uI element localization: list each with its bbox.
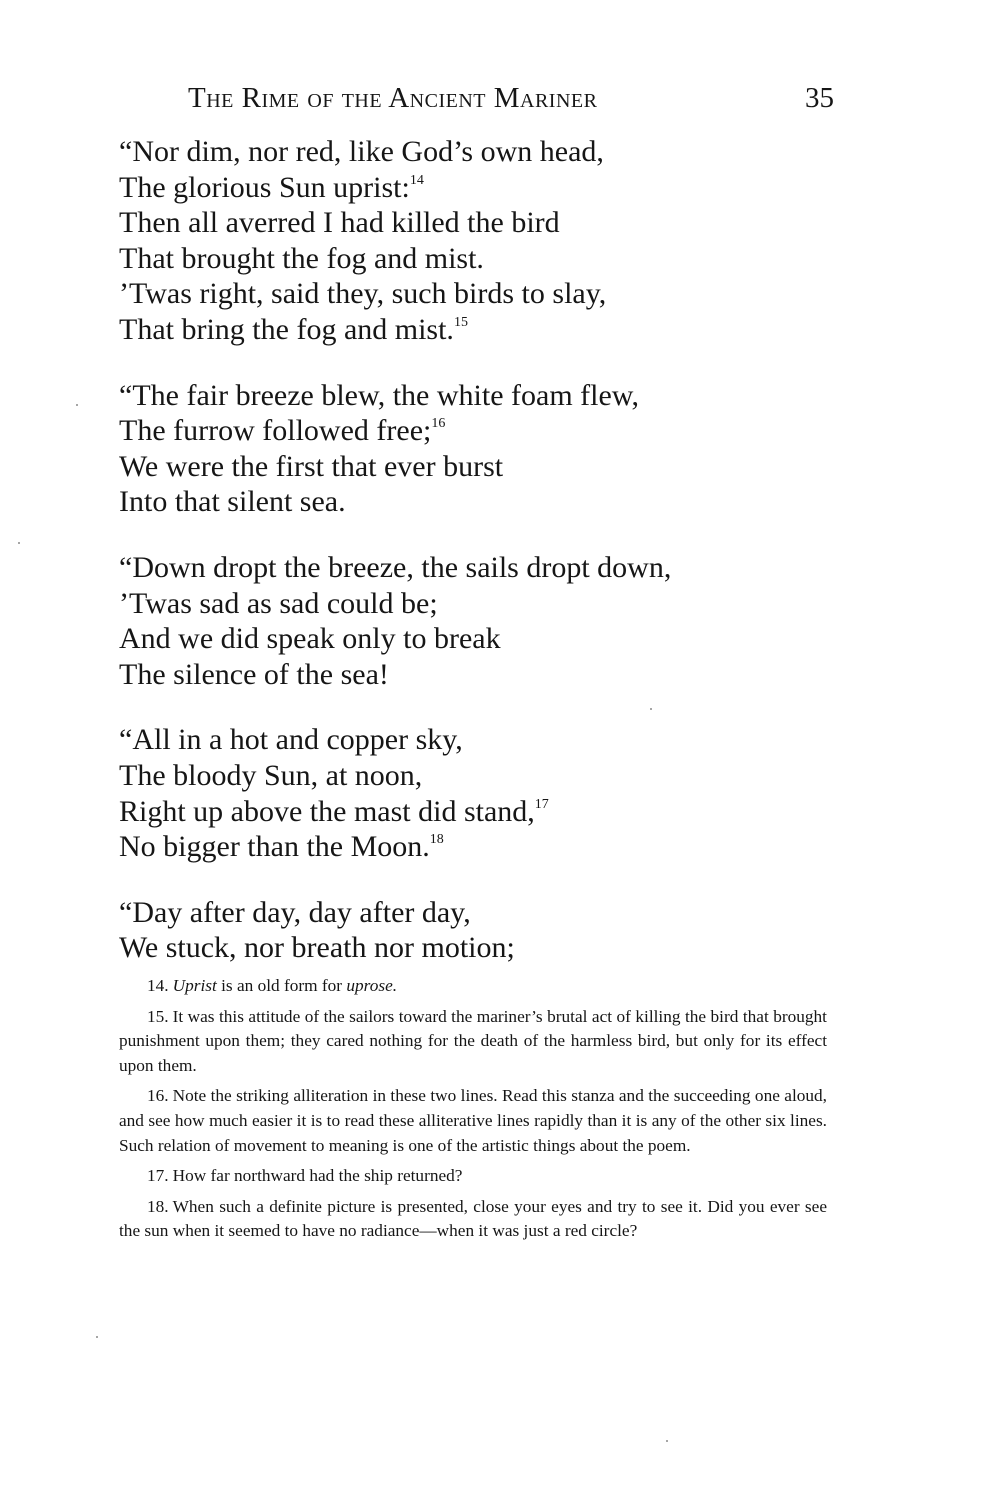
- verse-line: ’Twas right, said they, such birds to slay,: [119, 277, 607, 311]
- verse-line: That brought the fog and mist.: [119, 241, 484, 275]
- footnote-ref: 17: [534, 796, 549, 812]
- verse-line: The bloody Sun, at noon,: [119, 758, 423, 792]
- verse-line: Right up above the mast did stand,$^{17}$: [119, 794, 549, 828]
- verse-line: “Down dropt the breeze, the sails dropt down,: [119, 550, 672, 584]
- footnote-17: 17. How far northward had the ship returned?: [147, 1166, 463, 1186]
- verse-line: “Nor dim, nor red, like God’s own head,: [119, 135, 604, 168]
- footnotes: [119, 974, 827, 1250]
- running-head: [188, 82, 834, 122]
- stanza: [119, 895, 879, 966]
- stanza: [119, 722, 879, 864]
- footnote-ref: 14: [409, 172, 424, 188]
- scan-speck: [76, 404, 78, 406]
- verse-line: We were the first that ever burst: [119, 449, 504, 483]
- footnote-ref: 18: [429, 832, 444, 848]
- verse-line: Into that silent sea.: [119, 485, 346, 519]
- verse-line: We stuck, nor breath nor motion;: [119, 931, 515, 965]
- verse-line: No bigger than the Moon.$^{18}$: [119, 830, 444, 864]
- scan-speck: [96, 1336, 98, 1338]
- stanza: [119, 134, 879, 348]
- footnote-ref: 15: [453, 314, 468, 330]
- footnote-14: 14. Uprist is an old form for uprose.: [147, 976, 398, 995]
- verse-line: ’Twas sad as sad could be;: [119, 586, 438, 620]
- page-number: 35: [805, 82, 834, 114]
- footnote-16: 16. Note the striking alliteration in these two lines. Read this stanza and the succeeding one aloud, and see how much easier it is to read these alliterative lines rapidly than it is any of the other six lines. Such relation of movement to meaning is one of the artistic things about the poem.: [119, 1086, 827, 1155]
- verse-line: “All in a hot and copper sky,: [119, 723, 463, 757]
- verse-line: The furrow followed free;$^{16}$: [119, 414, 446, 448]
- footnote-ref: 16: [431, 416, 446, 432]
- footnote-15: 15. It was this attitude of the sailors toward the mariner’s brutal act of killing the bird that brought punishment upon them; they cared nothing for the death of the harmless bird, but only for its effect upon them.: [119, 1006, 827, 1075]
- scan-speck: [650, 708, 652, 710]
- scan-speck: [18, 542, 20, 544]
- poem: [119, 134, 879, 996]
- footnote-18: 18. When such a definite picture is presented, close your eyes and try to see it. Did you ever see the sun when it seemed to have no radiance—when it was just a red circle?: [119, 1196, 827, 1241]
- verse-line: The glorious Sun uprist:$^{14}$: [119, 170, 424, 204]
- verse-line: And we did speak only to break: [119, 622, 501, 656]
- verse-line: “The fair breeze blew, the white foam flew,: [119, 378, 640, 412]
- verse-line: “Day after day, day after day,: [119, 895, 471, 929]
- verse-line: Then all averred I had killed the bird: [119, 206, 560, 240]
- verse-line: That bring the fog and mist.$^{15}$: [119, 312, 468, 346]
- scan-speck: [666, 1440, 668, 1442]
- running-title: The Rime of the Ancient Mariner: [188, 82, 598, 114]
- stanza: [119, 550, 879, 692]
- stanza: [119, 378, 879, 520]
- verse-line: The silence of the sea!: [119, 657, 389, 691]
